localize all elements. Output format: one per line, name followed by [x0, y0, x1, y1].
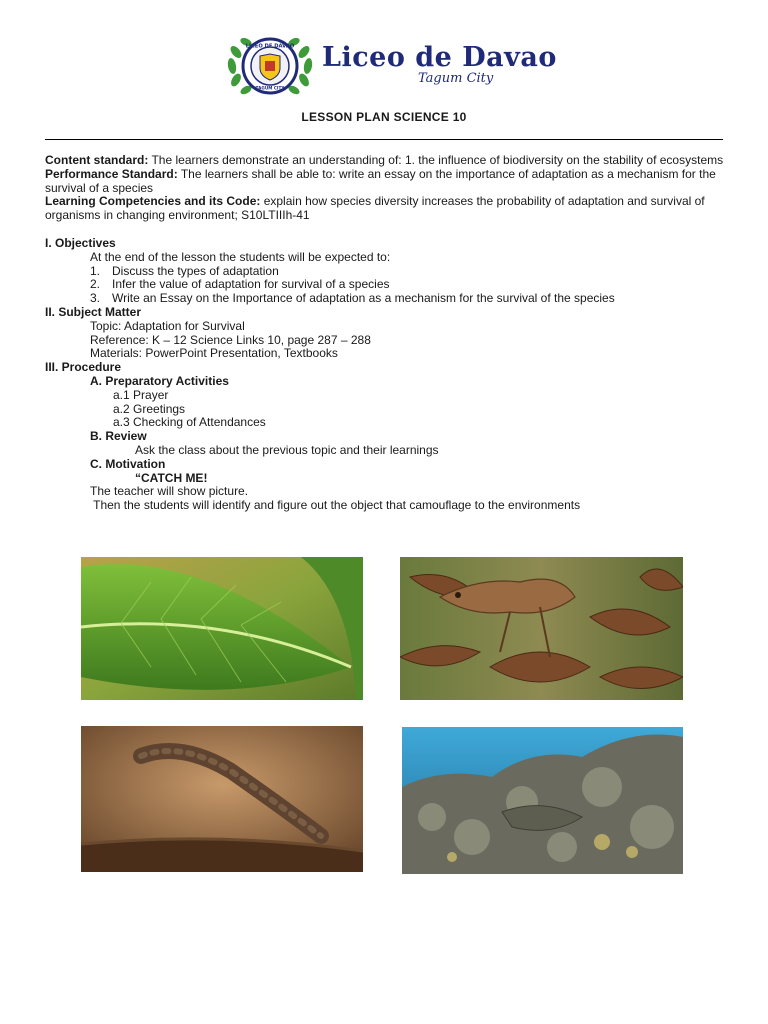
learning-competencies	[45, 195, 725, 223]
motivation-heading: C. Motivation	[90, 456, 166, 471]
objective-text: Discuss the types of adaptation	[112, 263, 279, 278]
seal-text: LICEO DE DAVAO	[245, 43, 295, 50]
objectives-heading: I. Objectives	[45, 235, 116, 250]
objective-number: 3.	[90, 291, 101, 306]
objective-number: 2.	[90, 277, 101, 292]
school-seal-logo	[222, 34, 318, 98]
objective-text: Write an Essay on the Importance of adaptation as a mechanism for the survival of the species	[112, 291, 615, 306]
performance-standard	[45, 168, 725, 196]
learning-competencies-text: explain how species diversity increases the probability of adaptation and survival of organisms in changing environment; S10LTIIIh-41	[45, 194, 705, 223]
objectives-intro: At the end of the lesson the students will be expected to:	[90, 249, 391, 264]
photo-gecko	[400, 557, 683, 700]
preparatory-item: a.1 Prayer	[113, 387, 169, 402]
motivation-game-title: “CATCH ME!	[135, 470, 208, 485]
review-heading: B. Review	[90, 429, 147, 444]
performance-standard-text: The learners shall be able to: write an essay on the importance of adaptation as a mechanism for the survival of a species	[45, 166, 716, 195]
page-title: LESSON PLAN SCIENCE 10	[301, 110, 467, 124]
school-city: Tagum City	[418, 71, 494, 86]
subject-reference: Reference: K – 12 Science Links 10, page 287 – 288	[90, 332, 371, 347]
preparatory-heading: A. Preparatory Activities	[90, 373, 229, 388]
motivation-line: Then the students will identify and figure out the object that camouflage to the environments	[90, 498, 581, 513]
content-standard-text: The learners demonstrate an understanding of: 1. the influence of biodiversity on the stability of ecosystems	[148, 153, 724, 167]
subject-materials: Materials: PowerPoint Presentation, Textbooks	[90, 346, 338, 361]
objective-item	[45, 265, 725, 279]
preparatory-item: a.3 Checking of Attendances	[113, 415, 266, 430]
photo-leaf	[81, 557, 363, 700]
procedure-heading: III. Procedure	[45, 360, 122, 375]
motivation-line: The teacher will show picture.	[90, 484, 249, 499]
performance-standard-label: Performance Standard:	[45, 166, 178, 181]
learning-competencies-label: Learning Competencies and its Code:	[45, 194, 261, 209]
review-text: Ask the class about the previous topic and their learnings	[135, 442, 439, 457]
photo-caterpillar	[81, 726, 363, 872]
subject-topic: Topic: Adaptation for Survival	[90, 318, 245, 333]
content-standard-label: Content standard:	[45, 153, 149, 167]
school-name: Liceo de Davao	[322, 42, 557, 73]
objective-text: Infer the value of adaptation for survival of a species	[112, 277, 390, 292]
objective-number: 1.	[90, 263, 101, 278]
divider	[45, 139, 723, 140]
objective-item	[45, 278, 725, 292]
content-standard	[45, 154, 725, 168]
preparatory-item: a.2 Greetings	[113, 401, 186, 416]
lesson-content	[45, 154, 725, 513]
document-header	[0, 30, 768, 100]
photo-stonefish	[402, 727, 683, 874]
seal-city-text: TAGUM CITY	[255, 85, 285, 91]
subject-matter-heading: II. Subject Matter	[45, 304, 142, 319]
objective-item	[45, 292, 725, 306]
